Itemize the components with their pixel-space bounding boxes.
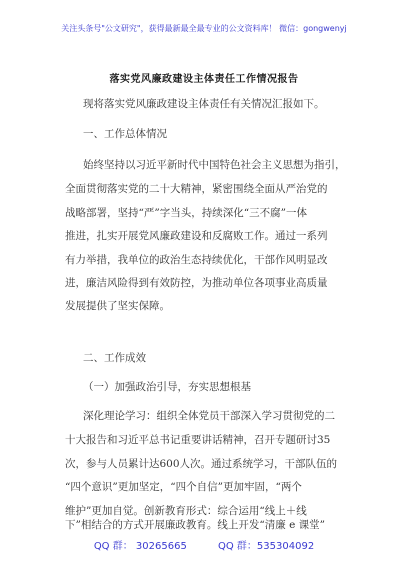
paragraph-line: 进，廉洁风险得到有效防控，为推动单位各项事业高质量 — [65, 277, 328, 289]
paragraph-line: 次，参与人员累计达600人次。通过系统学习，干部队伍的 — [65, 458, 338, 470]
footer-qq-group-1: QQ 群： 30265665 — [93, 541, 187, 552]
paragraph-line: 战略部署，坚持“严”字当头，持续深化“三不腐”一体 — [65, 207, 307, 219]
paragraph-line: “四个意识”更加坚定，“四个自信”更加牢固，“两个 — [65, 481, 302, 493]
paragraph-line: 始终坚持以习近平新时代中国特色社会主义思想为指引， — [83, 159, 346, 171]
section-heading-overview: 一、工作总体情况 — [83, 128, 167, 140]
section-heading-results: 二、工作成效 — [83, 352, 146, 364]
paragraph-line: 深化理论学习：组织全体党员干部深入学习贯彻党的二 — [83, 410, 335, 422]
paragraph-line: 十大报告和习近平总书记重要讲话精神，召开专题研讨35 — [65, 434, 331, 446]
subsection-heading: （一）加强政治引导，夯实思想根基 — [83, 381, 251, 393]
footer-qq-group-2: QQ 群：535304092 — [218, 541, 315, 552]
intro-paragraph: 现将落实党风廉政建设主体责任有关情况汇报如下。 — [83, 98, 325, 110]
paragraph-line: 全面贯彻落实党的二十大精神，紧密围绕全面从严治党的 — [65, 183, 328, 195]
paragraph-line: 下”相结合的方式开展廉政教育。线上开发“清廉 e 课堂” — [65, 519, 325, 531]
footer-contact — [0, 537, 408, 552]
paragraph-line: 有力举措，我单位的政治生态持续优化，干部作风明显改 — [65, 254, 328, 266]
paragraph-line: 发展提供了坚实保障。 — [65, 300, 170, 312]
document-title: 落实党风廉政建设主体责任工作情况报告 — [109, 74, 299, 85]
paragraph-line: 维护”更加自觉。创新教育形式：综合运用“线上＋线 — [65, 505, 307, 517]
header-banner: 关注头条号"公文研究"，获得最新最全最专业的公文资料库！ 微信：gongwenyj — [61, 24, 347, 33]
paragraph-line: 推进，扎实开展党风廉政建设和反腐败工作。通过一系列 — [65, 230, 328, 242]
